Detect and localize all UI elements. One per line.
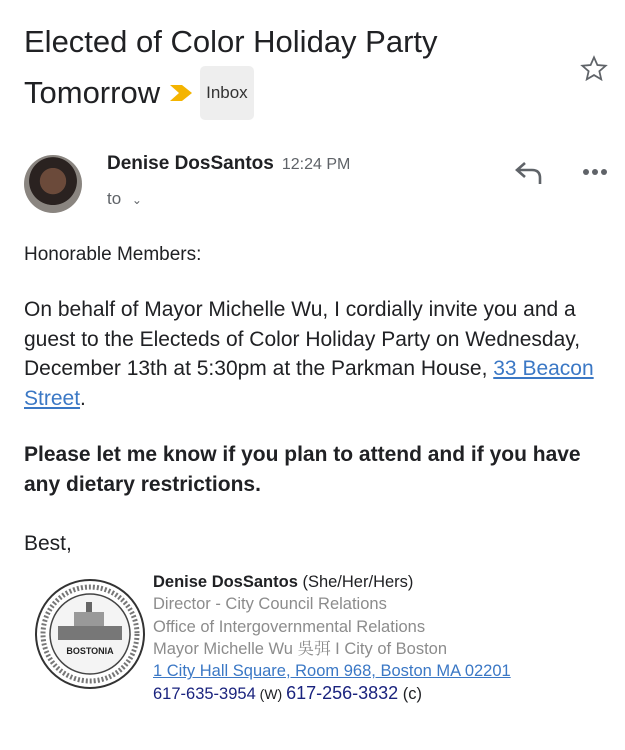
cell-phone[interactable]: 617-256-3832 (286, 683, 399, 704)
address-link[interactable]: 33 Beacon Street (24, 357, 594, 410)
closing: Best, (24, 532, 72, 555)
rsvp-paragraph: Please let me know if you plan to attend and if you have any dietary restrictions. (24, 443, 581, 496)
important-marker-icon[interactable] (170, 85, 192, 101)
sender-avatar[interactable] (24, 155, 82, 213)
email-signature: Denise DosSantos (She/Her/Hers) Director - City Council Relations Office of Intergovernmental Relations Mayor Michelle Wu 吳弭 I City of Boston 1 City Hall Square, Room 968, Boston MA 02201 617-635-3954 (W) 617-256-3832 (c) (153, 573, 511, 704)
reply-icon[interactable] (514, 160, 544, 186)
email-subject: Elected of Color Holiday Party Tomorrow Inbox (24, 18, 564, 120)
star-icon[interactable] (580, 55, 608, 83)
city-seal-logo (34, 578, 146, 690)
recipients-toggle[interactable]: to ⌄ (107, 189, 142, 208)
svg-text:BOSTONIA: BOSTONIA (66, 646, 114, 656)
sender-name[interactable]: Denise DosSantos 12:24 PM (107, 153, 351, 174)
chevron-down-icon: ⌄ (131, 193, 142, 207)
signature-address-link[interactable]: 1 City Hall Square, Room 968, Boston MA 02201 (153, 662, 511, 681)
body-paragraph: On behalf of Mayor Michelle Wu, I cordially invite you and a guest to the Electeds of Color Holiday Party on Wednesday, December 13th at 5:30pm at the Parkman House, 33 Beacon Street. (24, 298, 594, 410)
inbox-label[interactable]: Inbox (200, 66, 254, 120)
work-phone[interactable]: 617-635-3954 (153, 685, 256, 704)
more-options-icon[interactable] (582, 168, 608, 176)
message-time: 12:24 PM (281, 156, 351, 173)
greeting: Honorable Members: (24, 244, 202, 265)
